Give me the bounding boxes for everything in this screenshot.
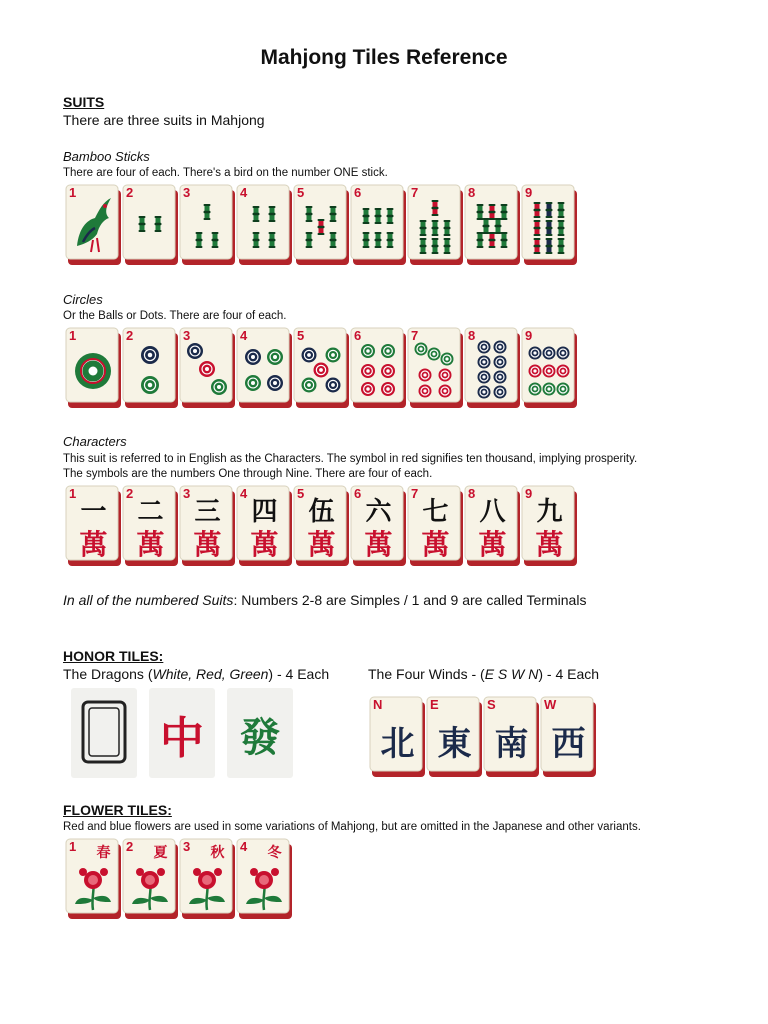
bamboo-stick-icon [375, 232, 382, 248]
bamboo-stick-icon [269, 232, 276, 248]
circle-dot-icon [326, 348, 341, 363]
circle-dot-icon [557, 365, 570, 378]
circle-dot-icon [245, 375, 261, 391]
circle-dot-icon [529, 383, 542, 396]
bamboo-tiles-row [65, 184, 578, 266]
circle-dot-icon [428, 348, 441, 361]
tile-number: 1 [69, 185, 77, 200]
tile-number: 6 [354, 185, 362, 200]
bamboo-stick-icon [483, 218, 490, 234]
circle-dot-icon [141, 376, 159, 394]
bamboo-stick-icon [534, 238, 541, 254]
character-number-glyph: 八 [479, 497, 506, 527]
tile-number: 7 [411, 486, 419, 501]
circle-dot-icon [441, 353, 454, 366]
bamboo-stick-icon [139, 216, 146, 232]
bamboo-stick-icon [420, 238, 427, 254]
bamboo-stick-icon [477, 232, 484, 248]
tile-number: 3 [183, 839, 191, 854]
wind-glyph: 西 [551, 724, 586, 764]
flower-tile-4 [236, 838, 293, 920]
circle-dot-icon [478, 341, 491, 354]
character-number-glyph: 一 [80, 497, 107, 527]
characters-desc-1: This suit is referred to in English as the Characters. The symbol in red signifies ten thousand, implying prosperity. [63, 453, 638, 465]
tile-number: 8 [468, 486, 476, 501]
suits-note-italic: In all of the numbered Suits [63, 592, 234, 608]
suits-note-rest: : Numbers 2-8 are Simples / 1 and 9 are called Terminals [233, 592, 587, 608]
circle-dot-icon [529, 365, 542, 378]
tile-number: 2 [126, 328, 134, 343]
tile-number: 6 [354, 486, 362, 501]
circle-dot-icon [314, 363, 329, 378]
bamboo-title: Bamboo Sticks [63, 149, 150, 164]
circle-dot-icon [361, 382, 375, 396]
circles-tile-3 [179, 327, 236, 409]
circle-dot-icon [494, 341, 507, 354]
circle-dot-icon [439, 385, 452, 398]
bamboo-stick-icon [306, 206, 313, 222]
circle-dot-icon [557, 347, 570, 360]
dragon-tile-red [149, 688, 215, 778]
bamboo-stick-icon [420, 220, 427, 236]
circle-dot-icon [361, 344, 375, 358]
tile-number: 2 [126, 839, 134, 854]
bamboo-stick-icon [558, 202, 565, 218]
tile-number: 1 [69, 328, 77, 343]
circle-dot-icon [361, 364, 375, 378]
wind-glyph: 東 [437, 724, 472, 764]
characters-title: Characters [63, 434, 127, 449]
circle-dot-icon [381, 344, 395, 358]
wan-glyph: 萬 [250, 528, 279, 561]
dragons-label-post: ) - 4 Each [268, 666, 330, 682]
honor-heading: HONOR TILES: [63, 648, 164, 664]
wind-tile-W [540, 696, 597, 778]
flower-heading: FLOWER TILES: [63, 802, 172, 818]
circle-dot-icon [326, 378, 341, 393]
tile-number: 3 [183, 185, 191, 200]
circle-dot-icon [478, 371, 491, 384]
circle-dot-icon [267, 375, 283, 391]
white-dragon-frame-icon [71, 688, 137, 778]
circle-dot-icon [478, 356, 491, 369]
character-number-glyph: 六 [365, 497, 392, 527]
circle-dot-icon [478, 386, 491, 399]
bamboo-desc: There are four of each. There's a bird on the number ONE stick. [63, 167, 388, 179]
characters-desc-2: The symbols are the numbers One through Nine. There are four of each. [63, 468, 433, 480]
wind-glyph: 北 [380, 724, 415, 764]
suits-intro: There are three suits in Mahjong [63, 112, 265, 128]
bamboo-tile-6 [350, 184, 407, 266]
bamboo-stick-icon [489, 204, 496, 220]
flower-desc: Red and blue flowers are used in some variations of Mahjong, but are omitted in the Japanese and other variants. [63, 821, 641, 833]
character-tile-5 [293, 485, 350, 567]
circle-dot-icon [381, 364, 395, 378]
tile-number: 1 [69, 839, 77, 854]
tile-number: 9 [525, 328, 533, 343]
circles-tiles-row [65, 327, 578, 409]
circles-tile-2 [122, 327, 179, 409]
character-number-glyph: 四 [251, 497, 278, 527]
circle-dot-icon [543, 383, 556, 396]
tile-number: 6 [354, 328, 362, 343]
bamboo-stick-icon [375, 208, 382, 224]
bamboo-stick-icon [558, 238, 565, 254]
character-tile-9 [521, 485, 578, 567]
circle-dot-icon [419, 369, 432, 382]
dragons-label [63, 666, 329, 682]
wan-glyph: 萬 [193, 528, 222, 561]
circle-dot-icon [543, 347, 556, 360]
tile-number: 2 [126, 185, 134, 200]
bamboo-tile-8 [464, 184, 521, 266]
character-tile-6 [350, 485, 407, 567]
tile-number: 4 [240, 328, 248, 343]
circle-dot-icon [302, 378, 317, 393]
circle-dot-icon [267, 349, 283, 365]
bamboo-stick-icon [432, 200, 439, 216]
bamboo-stick-icon [495, 218, 502, 234]
tile-number: 7 [411, 185, 419, 200]
bamboo-stick-icon [330, 206, 337, 222]
tile-number: 5 [297, 185, 305, 200]
character-tile-8 [464, 485, 521, 567]
flower-season-glyph: 秋 [210, 845, 225, 861]
tile-number: N [373, 697, 383, 712]
tile-number: 4 [240, 185, 248, 200]
bamboo-stick-icon [212, 232, 219, 248]
bamboo-tile-9 [521, 184, 578, 266]
page-title: Mahjong Tiles Reference [260, 46, 508, 69]
tile-number: 8 [468, 328, 476, 343]
bamboo-stick-icon [534, 220, 541, 236]
wan-glyph: 萬 [478, 528, 507, 561]
circle-dot-icon [494, 371, 507, 384]
dragons-label-names: White, Red, Green [152, 666, 269, 682]
wind-tile-S [483, 696, 540, 778]
tile-number: 8 [468, 185, 476, 200]
character-number-glyph: 伍 [308, 497, 335, 527]
dragons-label-pre: The Dragons ( [63, 666, 153, 682]
tile-number: 3 [183, 486, 191, 501]
bamboo-stick-icon [489, 232, 496, 248]
circle-dot-icon [419, 385, 432, 398]
wan-glyph: 萬 [364, 528, 393, 561]
circle-dot-icon [245, 349, 261, 365]
circle-dot-icon [439, 369, 452, 382]
winds-tiles-row [369, 696, 597, 778]
dragon-tile-green [227, 688, 293, 778]
character-tile-7 [407, 485, 464, 567]
circles-tile-8 [464, 327, 521, 409]
characters-tiles-row [65, 485, 578, 567]
wan-glyph: 萬 [535, 528, 564, 561]
bamboo-tile-1 [65, 184, 122, 266]
wan-glyph: 萬 [307, 528, 336, 561]
bamboo-stick-icon [501, 232, 508, 248]
bamboo-tile-2 [122, 184, 179, 266]
circle-dot-icon [381, 382, 395, 396]
bamboo-stick-icon [546, 220, 553, 236]
bamboo-stick-icon [387, 232, 394, 248]
character-number-glyph: 九 [536, 497, 563, 527]
circle-dot-icon [199, 361, 215, 377]
bamboo-stick-icon [155, 216, 162, 232]
bamboo-stick-icon [546, 202, 553, 218]
suits-note [63, 592, 586, 608]
circle-dot-icon [494, 386, 507, 399]
dragon-tile-white [71, 688, 137, 778]
bamboo-stick-icon [363, 208, 370, 224]
bamboo-stick-icon [477, 204, 484, 220]
tile-number: W [544, 697, 557, 712]
wan-glyph: 萬 [79, 528, 108, 561]
bamboo-stick-icon [501, 204, 508, 220]
flower-season-glyph: 春 [96, 845, 111, 861]
suits-heading: SUITS [63, 94, 105, 110]
circle-dot-icon [141, 346, 159, 364]
circles-tile-1 [65, 327, 122, 409]
circle-dot-icon [557, 383, 570, 396]
circle-dot-icon [302, 348, 317, 363]
bamboo-stick-icon [330, 232, 337, 248]
bamboo-tile-4 [236, 184, 293, 266]
circles-tile-6 [350, 327, 407, 409]
bamboo-stick-icon [204, 204, 211, 220]
bamboo-stick-icon [444, 220, 451, 236]
circles-tile-7 [407, 327, 464, 409]
circle-dot-icon [187, 343, 203, 359]
character-number-glyph: 三 [194, 497, 221, 527]
circle-dot-icon [415, 343, 428, 356]
flower-season-glyph: 夏 [153, 845, 168, 861]
bamboo-stick-icon [196, 232, 203, 248]
tile-number: 1 [69, 486, 77, 501]
bamboo-stick-icon [318, 219, 325, 235]
tile-number: E [430, 697, 439, 712]
circle-dot-icon [529, 347, 542, 360]
tile-number: 9 [525, 486, 533, 501]
wan-glyph: 萬 [421, 528, 450, 561]
winds-label [368, 666, 599, 682]
tile-number: 4 [240, 839, 248, 854]
flower-season-glyph: 冬 [267, 845, 282, 861]
wind-glyph: 南 [494, 724, 529, 764]
circle-dot-icon [494, 356, 507, 369]
bamboo-stick-icon [432, 220, 439, 236]
tile-number: 7 [411, 328, 419, 343]
red-dragon-glyph: 中 [160, 713, 204, 764]
bamboo-tile-3 [179, 184, 236, 266]
wind-tile-E [426, 696, 483, 778]
circles-title: Circles [63, 292, 103, 307]
wan-glyph: 萬 [136, 528, 165, 561]
character-tile-4 [236, 485, 293, 567]
character-tile-2 [122, 485, 179, 567]
character-tile-1 [65, 485, 122, 567]
bamboo-tile-5 [293, 184, 350, 266]
circles-tile-5 [293, 327, 350, 409]
tile-number: S [487, 697, 496, 712]
bamboo-stick-icon [269, 206, 276, 222]
bamboo-stick-icon [546, 238, 553, 254]
wind-tile-N [369, 696, 426, 778]
tile-number: 9 [525, 185, 533, 200]
bamboo-stick-icon [432, 238, 439, 254]
flower-tile-3 [179, 838, 236, 920]
bamboo-stick-icon [387, 208, 394, 224]
flower-tiles-row [65, 838, 293, 920]
green-dragon-glyph: 發 [240, 714, 280, 761]
tile-number: 2 [126, 486, 134, 501]
character-number-glyph: 二 [137, 497, 164, 527]
winds-label-post: ) - 4 Each [538, 666, 600, 682]
circle-dot-icon [211, 379, 227, 395]
winds-label-pre: The Four Winds - ( [368, 666, 485, 682]
bamboo-stick-icon [253, 206, 260, 222]
circles-desc: Or the Balls or Dots. There are four of each. [63, 310, 287, 322]
bamboo-stick-icon [444, 238, 451, 254]
flower-tile-1 [65, 838, 122, 920]
tile-number: 4 [240, 486, 248, 501]
bamboo-stick-icon [534, 202, 541, 218]
circles-tile-9 [521, 327, 578, 409]
tile-number: 3 [183, 328, 191, 343]
bamboo-stick-icon [253, 232, 260, 248]
flower-tile-2 [122, 838, 179, 920]
bamboo-tile-7 [407, 184, 464, 266]
bamboo-stick-icon [306, 232, 313, 248]
bamboo-stick-icon [558, 220, 565, 236]
circles-tile-4 [236, 327, 293, 409]
winds-label-names: E S W N [484, 666, 539, 682]
character-tile-3 [179, 485, 236, 567]
tile-number: 5 [297, 486, 305, 501]
bamboo-stick-icon [363, 232, 370, 248]
tile-number: 5 [297, 328, 305, 343]
circle-dot-icon [543, 365, 556, 378]
character-number-glyph: 七 [422, 497, 449, 527]
